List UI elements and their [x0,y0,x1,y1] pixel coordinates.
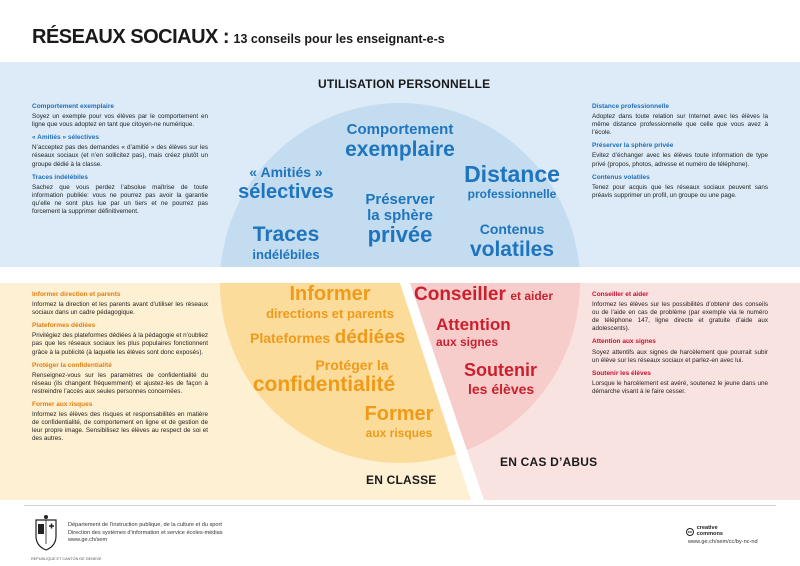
keyword-preserver [352,192,448,246]
tips-abuse-right [592,291,768,396]
word-professionnelle: professionnelle [467,187,557,201]
word-former: Former [364,403,434,425]
tip-heading: Former aux risques [32,401,93,409]
word-confidentialite: confidentialité [252,373,396,396]
word-comportement: Comportement [346,121,454,138]
word-les-eleves: les élèves [468,381,535,397]
word-contenus: Contenus [479,221,545,237]
word-amities: « Amitiés » [249,164,323,180]
keyword-informer [256,284,404,320]
footer-divider [24,505,776,506]
tip-body: N’acceptez pas des demandes « d’amitié » des élèves sur les réseaux sociaux (et n’en sollicitez pas), mais créez plutôt un groupe dédié à la classe. [32,144,208,168]
tip-heading: Comportement exemplaire [32,103,114,110]
keyword-proteger [244,358,404,395]
tip-heading: Informer direction et parents [32,291,121,298]
tip-heading: Contenus volatiles [592,173,650,181]
tips-class-left [32,291,208,444]
word-preserver: Préserver [365,191,435,208]
keyword-conseiller [414,285,574,304]
tip-heading: Distance professionnelle [592,103,669,110]
word-volatiles: volatiles [469,238,555,261]
word-privee: privée [367,222,433,247]
keyword-former [354,404,444,439]
tip-heading: « Amitiés » sélectives [32,134,99,142]
word-soutenir: Soutenir [464,360,538,380]
keyword-traces [244,224,328,261]
word-la-sphere: la sphère [367,207,433,224]
keyword-soutenir [464,361,548,396]
word-et-aider: et aider [510,289,554,303]
word-exemplaire: exemplaire [345,138,455,161]
page-title [32,26,445,49]
title-main: RÉSEAUX SOCIAUX : [32,26,230,48]
title-sub: 13 conseils pour les enseignant-e-s [233,32,445,46]
tip-heading: Conseiller et aider [592,291,649,298]
tip-heading: Protéger la confidentialité [32,361,112,369]
tip-body: Informez les élèves des risques et responsabilités en matière de confidentialité, de comportement en ligne et de gestion de leur propre image. Sensibilisez les élèves au respect de soi et des autres. [32,411,208,443]
tip-body: Evitez d’échanger avec les élèves toute information de type privé (propos, photos, adresse et numéro de téléphone). [592,152,768,168]
tip-body: Privilégiez des plateformes dédiées à la pédagogie et n’oubliez pas que les réseaux sociaux les plus populaires fonctionnent grâce à la publicité (à laquelle les élèves sont donc exposés). [32,332,208,356]
tip-body: Soyez un exemple pour vos élèves par le comportement en ligne que vous adoptez en tant que citoyen-ne numérique. [32,113,208,129]
tip-body: Informez la direction et les parents avant d’utiliser les réseaux sociaux dans un cadre pédagogique. [32,301,208,317]
tip-heading: Attention aux signes [592,338,656,346]
footer-line2: Direction des systèmes d’information et service écoles-médias [68,529,223,536]
geneva-crest-icon [32,514,60,552]
tip-body: Renseignez-vous sur les paramètres de confidentialité du réseau (ils changent fréquemment) et ajustez-les de façon à restreindre l’accès aux seules personnes concernées. [32,371,208,395]
word-plateformes: Plateformes [250,330,331,346]
zone-label-class: EN CLASSE [366,473,437,487]
word-selectives: sélectives [238,181,334,203]
tip-body: Informez les élèves sur les possibilités d’obtenir des conseils ou de l’aide en cas de problème (par exemple via le numéro de téléphone 147, ligne directe et gratuite d’aide aux adolescents). [592,301,768,333]
keyword-contenus [464,222,560,260]
cc-line1: creative [696,525,718,531]
tip-body: Adoptez dans toute relation sur Internet avec les élèves la même distance professionnelle que celle que vous avez à l’école. [592,113,768,137]
keyword-attention [436,316,516,348]
word-aux-signes: aux signes [436,335,499,349]
footer-line1: Département de l’instruction publique, de la culture et du sport [68,522,222,528]
tip-body: Lorsque le harcèlement est avéré, soutenez le jeune dans une démarche visant à le faire cesser. [592,379,768,395]
cc-line2: commons [696,530,723,537]
keyword-plateformes [250,328,410,347]
tip-body: Soyez attentifs aux signes de harcèlement que pourrait subir un élève sur les réseaux sociaux et parlez-en avec lui. [592,348,768,364]
word-proteger-la: Protéger la [315,357,389,373]
footer-department [68,522,223,545]
tips-personal-left [32,103,208,216]
zone-label-personal: UTILISATION PERSONNELLE [318,77,491,91]
tip-heading: Préserver la sphère privée [592,142,674,150]
word-aux-risques: aux risques [365,426,433,440]
cc-icon: cc [687,528,693,534]
word-indelebiles: indélébiles [252,247,320,262]
tip-body: Sachez que vous perdez l’absolue maîtrise de toute information publiée: vous ne pourrez pas avoir la garantie qu’elle ne sont plus lue par un tiers et ne pourrez pas forcement la supprimer définitivement. [32,183,208,216]
word-traces: Traces [252,223,320,246]
keyword-comportement [344,122,456,160]
keyword-amities [232,165,340,202]
license-url[interactable]: www.ge.ch/sem/cc/by-nc-nd [688,539,758,545]
word-dediees: dédiées [334,327,406,348]
tips-personal-right [592,103,768,200]
word-conseiller: Conseiller [414,284,506,305]
keyword-distance [458,163,566,200]
tip-heading: Soutenir les élèves [592,369,651,377]
zone-label-abuse: EN CAS D’ABUS [500,455,598,469]
footer-line3[interactable]: www.ge.ch/sem [68,537,108,543]
word-informer: Informer [289,283,371,305]
tip-body: Tenez pour acquis que les réseaux sociaux peuvent sans préavis supprimer un profil, un groupe ou une page. [592,183,768,199]
word-distance: Distance [464,161,560,187]
word-direction-parents: directions et parents [266,306,394,321]
tip-heading: Traces indélébiles [32,173,89,181]
crest-caption: REPUBLIQUE ET CANTON DE GENEVE [31,557,102,561]
word-attention: Attention [436,315,511,334]
tip-heading: Plateformes dédiées [32,322,96,330]
creative-commons-logo [686,526,726,537]
